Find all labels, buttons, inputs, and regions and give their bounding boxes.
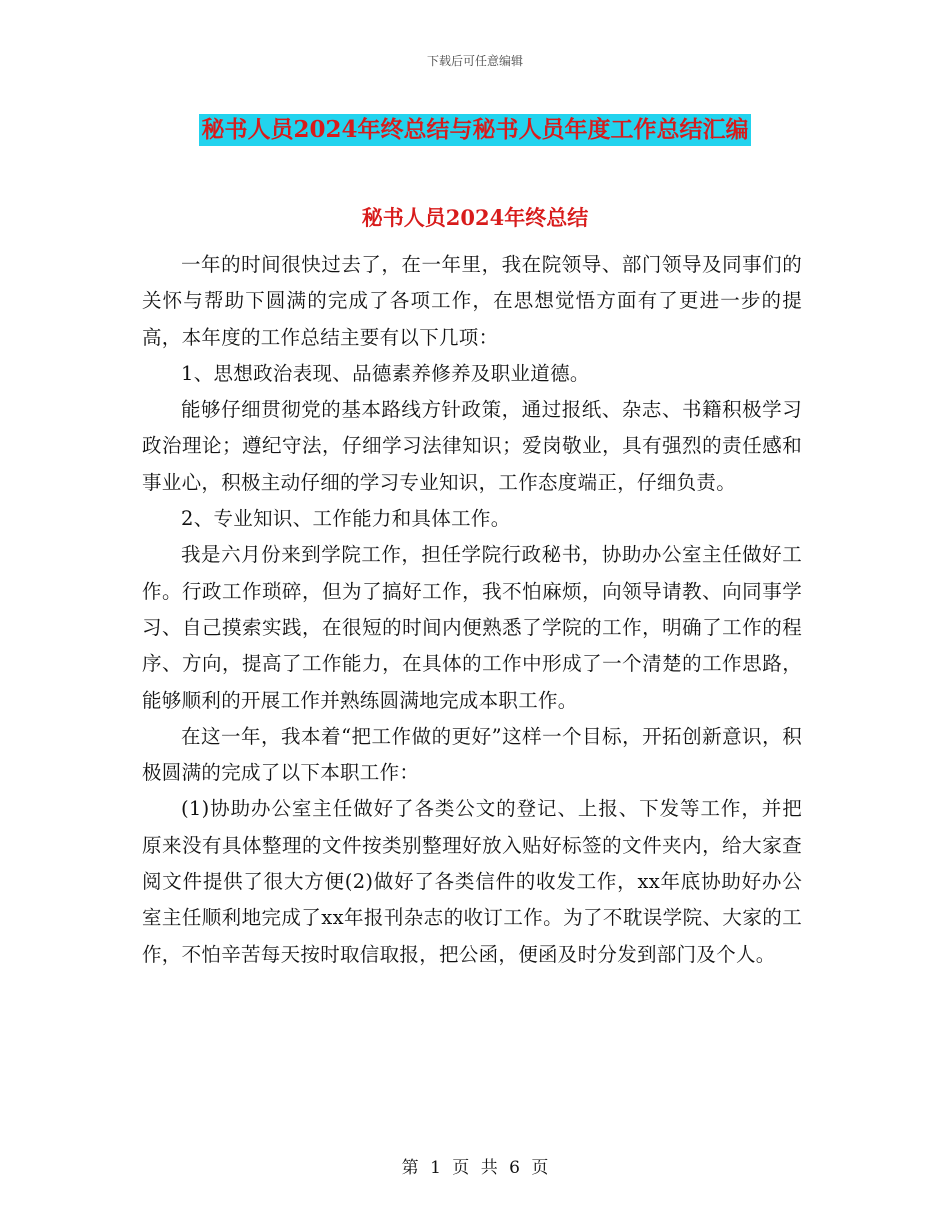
document-title-container [0, 114, 950, 146]
header-note: 下载后可任意编辑 [426, 54, 523, 68]
paragraph-heading-2: 2、专业知识、工作能力和具体工作。 [181, 507, 511, 531]
paragraph-intro: 一年的时间很快过去了，在一年里，我在院领导、部门领导及同事们的关怀与帮助下圆满的完成了各项工作，在思想觉悟方面有了更进一步的提高，本年度的工作总结主要有以下几项： [142, 253, 802, 349]
paragraph-duties: (1)协助办公室主任做好了各类公文的登记、上报、下发等工作，并把原来没有具体整理的文件按类别整理好放入贴好标签的文件夹内，给大家查阅文件提供了很大方便(2)做好了各类信件的收发工作，xx年底协助好办公室主任顺利地完成了xx年报刊杂志的收订工作。为了不耽误学院、大家的工作，不怕辛苦每天按时取信取报，把公函，便函及时分发到部门及个人。 [142, 797, 802, 966]
paragraph-work: 我是六月份来到学院工作，担任学院行政秘书，协助办公室主任做好工作。行政工作琐碎，但为了搞好工作，我不怕麻烦，向领导请教、向同事学习、自己摸索实践，在很短的时间内便熟悉了学院的工作，明确了工作的程序、方向，提高了工作能力，在具体的工作中形成了一个清楚的工作思路，能够顺利的开展工作并熟练圆满地完成本职工作。 [142, 543, 802, 712]
section-title: 秘书人员2024年终总结 [361, 205, 589, 230]
document-body [142, 247, 802, 973]
paragraph-politics: 能够仔细贯彻党的基本路线方针政策，通过报纸、杂志、书籍积极学习政治理论；遵纪守法，仔细学习法律知识；爱岗敬业，具有强烈的责任感和事业心，积极主动仔细的学习专业知识，工作态度端正，仔细负责。 [142, 398, 802, 494]
paragraph-heading-1: 1、思想政治表现、品德素养修养及职业道德。 [181, 361, 590, 385]
document-title: 秘书人员2024年终总结与秘书人员年度工作总结汇编 [199, 114, 750, 146]
paragraph-goal: 在这一年，我本着“把工作做的更好”这样一个目标，开拓创新意识，积极圆满的完成了以下本职工作： [142, 724, 802, 785]
page-footer: 第 1 页 共 6 页 [401, 1158, 549, 1178]
